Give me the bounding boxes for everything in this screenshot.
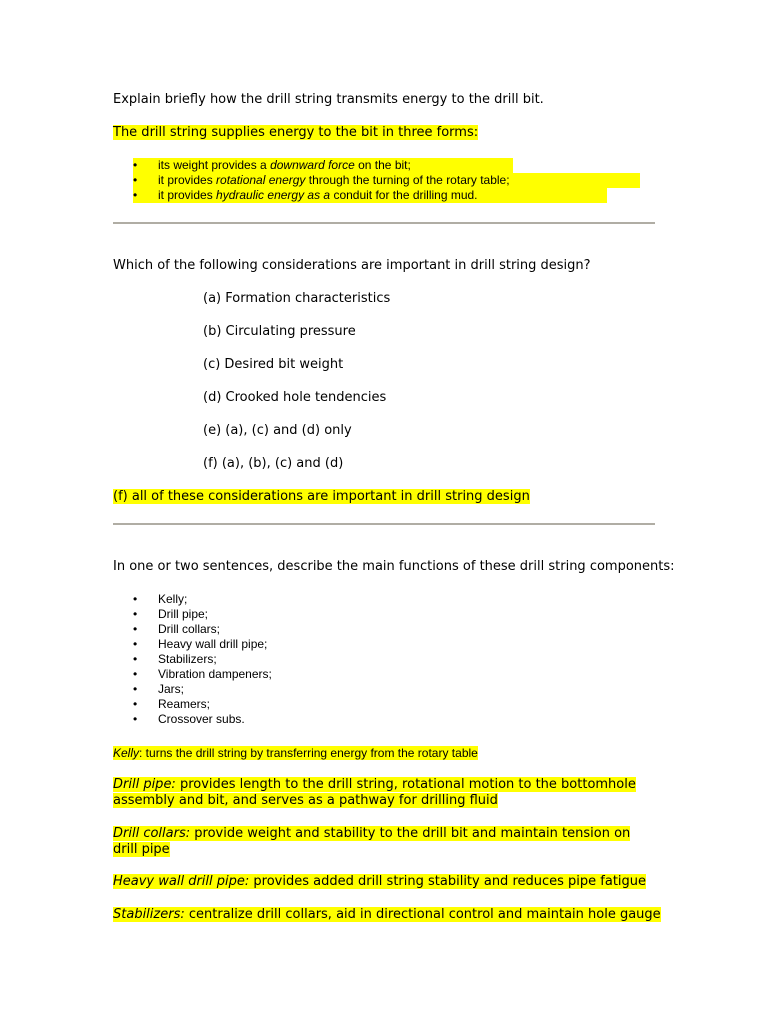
list-item: • Drill pipe; <box>133 607 209 621</box>
list-item: • Kelly; <box>133 592 188 606</box>
q3-answer-drill-pipe: Drill pipe: provides length to the drill string, rotational motion to the bottomhole assembly and bit, and serves as a pathway for drilling fluid <box>113 777 636 808</box>
q2-question: Which of the following considerations are important in drill string design? <box>113 258 591 273</box>
q2-answer-text: (f) all of these considerations are important in drill string design <box>113 489 530 504</box>
q3-answer-kelly: Kelly: turns the drill string by transferring energy from the rotary table <box>113 746 478 760</box>
list-item: • Reamers; <box>133 697 211 711</box>
list-item: • Crossover subs. <box>133 712 245 726</box>
list-item: • Stabilizers; <box>133 652 217 666</box>
q2-answer <box>113 489 530 505</box>
list-item: • Jars; <box>133 682 185 696</box>
list-item: • Vibration dampeners; <box>133 667 272 681</box>
term-drill-pipe: Drill pipe: <box>113 777 176 792</box>
term-stabilizers: Stabilizers: <box>113 907 185 922</box>
q2-option-a: (a) Formation characteristics <box>203 291 391 306</box>
term-drill-collars: Drill collars: <box>113 826 191 841</box>
bullet-icon: • <box>133 607 138 621</box>
q1-answer-intro <box>113 125 478 141</box>
q1-bullet-text: its weight provides a downward force on the bit; <box>158 158 411 172</box>
q2-option-f: (f) (a), (b), (c) and (d) <box>203 456 344 471</box>
q1-bullet-text: it provides rotational energy through the turning of the rotary table; <box>158 173 510 187</box>
bullet-icon: • <box>133 158 138 172</box>
bullet-icon: • <box>133 667 138 681</box>
bullet-icon: • <box>133 697 138 711</box>
list-item <box>113 158 510 173</box>
q3-question: In one or two sentences, describe the main functions of these drill string components: <box>113 559 675 574</box>
q1-question: Explain briefly how the drill string transmits energy to the drill bit. <box>113 92 544 107</box>
bullet-icon: • <box>133 712 138 726</box>
section-divider <box>113 222 655 224</box>
list-item <box>113 173 510 188</box>
term-heavy-wall: Heavy wall drill pipe: <box>113 874 250 889</box>
section-divider <box>113 523 655 525</box>
bullet-icon: • <box>133 637 138 651</box>
list-item: • Drill collars; <box>133 622 221 636</box>
q1-bullet-text: it provides hydraulic energy as a conduit for the drilling mud. <box>158 188 478 202</box>
list-item: • Heavy wall drill pipe; <box>133 637 268 651</box>
bullet-icon: • <box>133 592 138 606</box>
q1-answer-intro-text: The drill string supplies energy to the bit in three forms: <box>113 125 479 140</box>
bullet-icon: • <box>133 682 138 696</box>
list-item <box>113 188 510 203</box>
bullet-icon: • <box>133 652 138 666</box>
q1-bullet-list <box>113 158 510 203</box>
q3-answer-heavy-wall: Heavy wall drill pipe: provides added drill string stability and reduces pipe fatigue <box>113 874 647 889</box>
q2-option-b: (b) Circulating pressure <box>203 324 356 339</box>
bullet-icon: • <box>133 622 138 636</box>
term-kelly: Kelly <box>113 746 140 760</box>
q3-component-list <box>113 592 272 727</box>
bullet-icon: • <box>133 173 138 187</box>
q2-option-c: (c) Desired bit weight <box>203 357 344 372</box>
q3-answer-drill-collars: Drill collars: provide weight and stability to the drill bit and maintain tension on drill pipe <box>113 826 631 857</box>
bullet-icon: • <box>133 188 138 202</box>
q2-option-d: (d) Crooked hole tendencies <box>203 390 387 405</box>
q3-answer-stabilizers: Stabilizers: centralize drill collars, aid in directional control and maintain hole gauge <box>113 907 661 922</box>
q2-option-e: (e) (a), (c) and (d) only <box>203 423 352 438</box>
